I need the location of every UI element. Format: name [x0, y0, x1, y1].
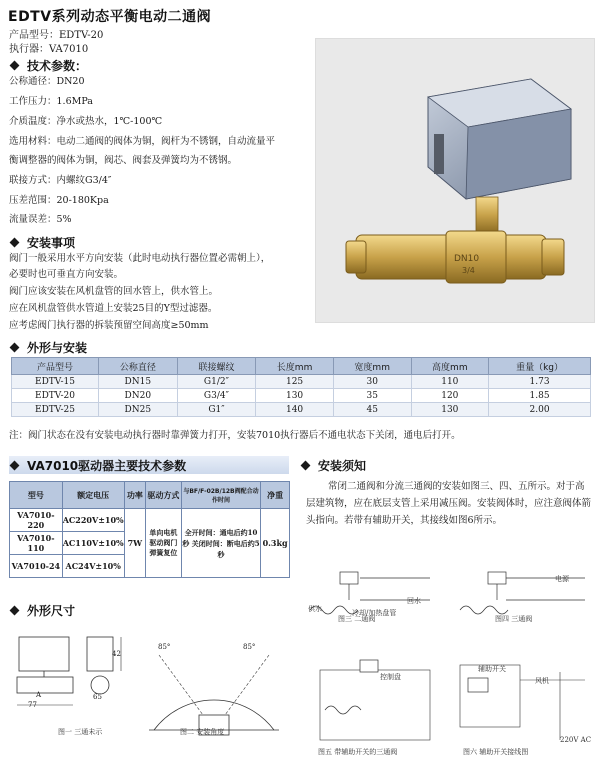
- table-cell: AC220V±10%: [62, 509, 124, 532]
- table-row: [12, 389, 591, 403]
- table-cell: EDTV-20: [12, 389, 99, 403]
- col-header: 长度mm: [256, 358, 334, 375]
- col-header: 净重: [261, 482, 290, 509]
- tech-line: 衡调整器的阀体为铜，阀芯、阀套及弹簧均为不锈钢。: [9, 155, 238, 166]
- tech-line: 工作压力：1.6MPa: [9, 96, 93, 107]
- table-cell: 2.00: [489, 403, 591, 417]
- table-cell: 35: [333, 389, 411, 403]
- table-cell: DN20: [99, 389, 178, 403]
- notice-heading-label: 安装须知: [318, 458, 367, 473]
- diamond-bullet-icon: [10, 61, 20, 71]
- table-cell: G1/2″: [177, 375, 256, 389]
- page-title: EDTV系列动态平衡电动二通阀: [8, 9, 212, 25]
- schematic-label: 220V AC: [560, 736, 592, 744]
- outline-heading-label: 外形尺寸: [27, 604, 76, 618]
- col-header: 额定电压: [62, 482, 124, 509]
- svg-text:DN10: DN10: [454, 254, 480, 264]
- table-cell: 140: [256, 403, 334, 417]
- installation-schematics: [300, 560, 592, 756]
- schematic-label: 风机: [535, 677, 549, 685]
- install-line: 应在风机盘管供水管道上安装25目的Y型过滤器。: [9, 303, 218, 314]
- table-cell: 130: [411, 403, 489, 417]
- table-row: [12, 403, 591, 417]
- table-cell: DN25: [99, 403, 178, 417]
- table-cell: AC24V±10%: [62, 555, 124, 578]
- notice-text: 常闭二通阀和分流三通阀的安装如图三、四、五所示。对于高层建筑物，应在底层支管上采用减压阀。安装阀体时，应注意阀体箭头指向。若带有辅助开关，其接线如图6所示。: [306, 481, 592, 526]
- table-cell: G1″: [177, 403, 256, 417]
- dim-label: 65: [93, 693, 102, 701]
- diamond-bullet-icon: [301, 460, 311, 470]
- actuator-line: 执行器：VA7010: [9, 44, 89, 55]
- col-header: 产品型号: [12, 358, 99, 375]
- install-line: 必要时也可垂直方向安装。: [9, 269, 124, 280]
- svg-text:3/4: 3/4: [462, 266, 475, 275]
- install-heading-label: 安装事项: [27, 236, 76, 250]
- figure-caption: 图一 三通未示: [58, 728, 103, 736]
- diamond-bullet-icon: [10, 460, 20, 470]
- diamond-bullet-icon: [10, 606, 20, 616]
- outline-drawings: [9, 625, 299, 757]
- col-header: 驱动方式: [146, 482, 182, 509]
- install-line: 应考虑阀门执行器的拆装预留空间高度≥50mm: [9, 320, 209, 331]
- table-cell: 130: [256, 389, 334, 403]
- dims-heading: [9, 339, 87, 356]
- model-line: 产品型号：EDTV-20: [9, 30, 104, 41]
- schematic-label: 回水: [407, 597, 421, 605]
- tech-line: 公称通径：DN20: [9, 76, 85, 87]
- diamond-bullet-icon: [10, 343, 20, 353]
- va-heading: [9, 456, 289, 474]
- table-row: [10, 509, 290, 532]
- table-cell: 0.3kg: [261, 509, 290, 578]
- table-cell: 1.73: [489, 375, 591, 389]
- table-cell: EDTV-25: [12, 403, 99, 417]
- table-cell: EDTV-15: [12, 375, 99, 389]
- dims-heading-label: 外形与安装: [27, 341, 88, 355]
- tech-heading-label: 技术参数：: [27, 59, 88, 73]
- diamond-bullet-icon: [10, 238, 20, 248]
- schematic-label: 供水: [308, 605, 322, 613]
- figure-caption: 图二 安装角度: [180, 728, 225, 736]
- table-row: [12, 375, 591, 389]
- dim-label: 77: [28, 701, 37, 709]
- table-cell: 125: [256, 375, 334, 389]
- tech-line: 压差范围：20-180Kpa: [9, 195, 109, 206]
- dim-label: A: [36, 691, 42, 699]
- install-line: 阀门一般采用水平方向安装（此时电动执行器位置必需朝上），: [9, 253, 271, 264]
- table-cell: 120: [411, 389, 489, 403]
- schematic-label: 辅助开关: [478, 665, 506, 673]
- dimensions-table: [11, 357, 591, 417]
- table-cell: 110: [411, 375, 489, 389]
- col-header: 联接螺纹: [177, 358, 256, 375]
- col-header: 重量（kg）: [489, 358, 591, 375]
- table-cell: VA7010-220: [10, 509, 63, 532]
- dim-label: 85°: [243, 643, 256, 651]
- schematic-label: 电源: [555, 575, 569, 583]
- dim-label: 85°: [158, 643, 171, 651]
- tech-line: 介质温度：净水或热水，1℃-100℃: [9, 116, 163, 127]
- col-header: 高度mm: [411, 358, 489, 375]
- table-cell: 1.85: [489, 389, 591, 403]
- va-heading-label: VA7010驱动器主要技术参数: [27, 458, 187, 473]
- figure-caption: 图三 二通阀: [338, 615, 376, 623]
- outline-heading: [9, 602, 75, 619]
- dim-label: 42: [112, 650, 121, 658]
- install-heading: [9, 234, 75, 251]
- table-cell: G3/4″: [177, 389, 256, 403]
- table-cell: 45: [333, 403, 411, 417]
- table-cell: VA7010-110: [10, 532, 63, 555]
- col-header: 宽度mm: [333, 358, 411, 375]
- table-cell: 7W: [124, 509, 145, 578]
- notice-heading: [300, 456, 590, 474]
- va-spec-table: [9, 481, 290, 578]
- figure-caption: 图五 带辅助开关的三通阀: [318, 748, 398, 756]
- product-photo: [315, 38, 595, 323]
- col-header: 型号: [10, 482, 63, 509]
- figure-caption: 图六 辅助开关接线图: [463, 748, 529, 756]
- table-cell: VA7010-24: [10, 555, 63, 578]
- tech-line: 选用材料：电动二通阀的阀体为铜，阀杆为不锈钢，自动流量平: [9, 136, 276, 147]
- install-line: 阀门应该安装在风机盘管的回水管上，供水管上。: [9, 286, 219, 297]
- table-cell: 30: [333, 375, 411, 389]
- schematic-label: 冷却/加热盘管: [352, 609, 397, 617]
- schematic-label: 控制盘: [380, 673, 401, 681]
- col-header: 与BF/F-02B/12B阀配合动作时间: [181, 482, 260, 509]
- table-cell: 全开时间：通电后约10秒 关闭时间：断电后约5秒: [181, 509, 260, 578]
- tech-heading: [9, 57, 87, 74]
- col-header: 公称直径: [99, 358, 178, 375]
- table-cell: DN15: [99, 375, 178, 389]
- col-header: 功率: [124, 482, 145, 509]
- table-cell: 单向电机驱动阀门弹簧复位: [146, 509, 182, 578]
- table-cell: AC110V±10%: [62, 532, 124, 555]
- tech-line: 流量误差：5%: [9, 214, 72, 225]
- tech-line: 联接方式：内螺纹G3/4″: [9, 175, 112, 186]
- footnote: 注：阀门状态在没有安装电动执行器时靠弹簧力打开，安装7010执行器后不通电状态下关闭，通电后打开。: [9, 430, 461, 441]
- figure-caption: 图四 三通阀: [495, 615, 533, 623]
